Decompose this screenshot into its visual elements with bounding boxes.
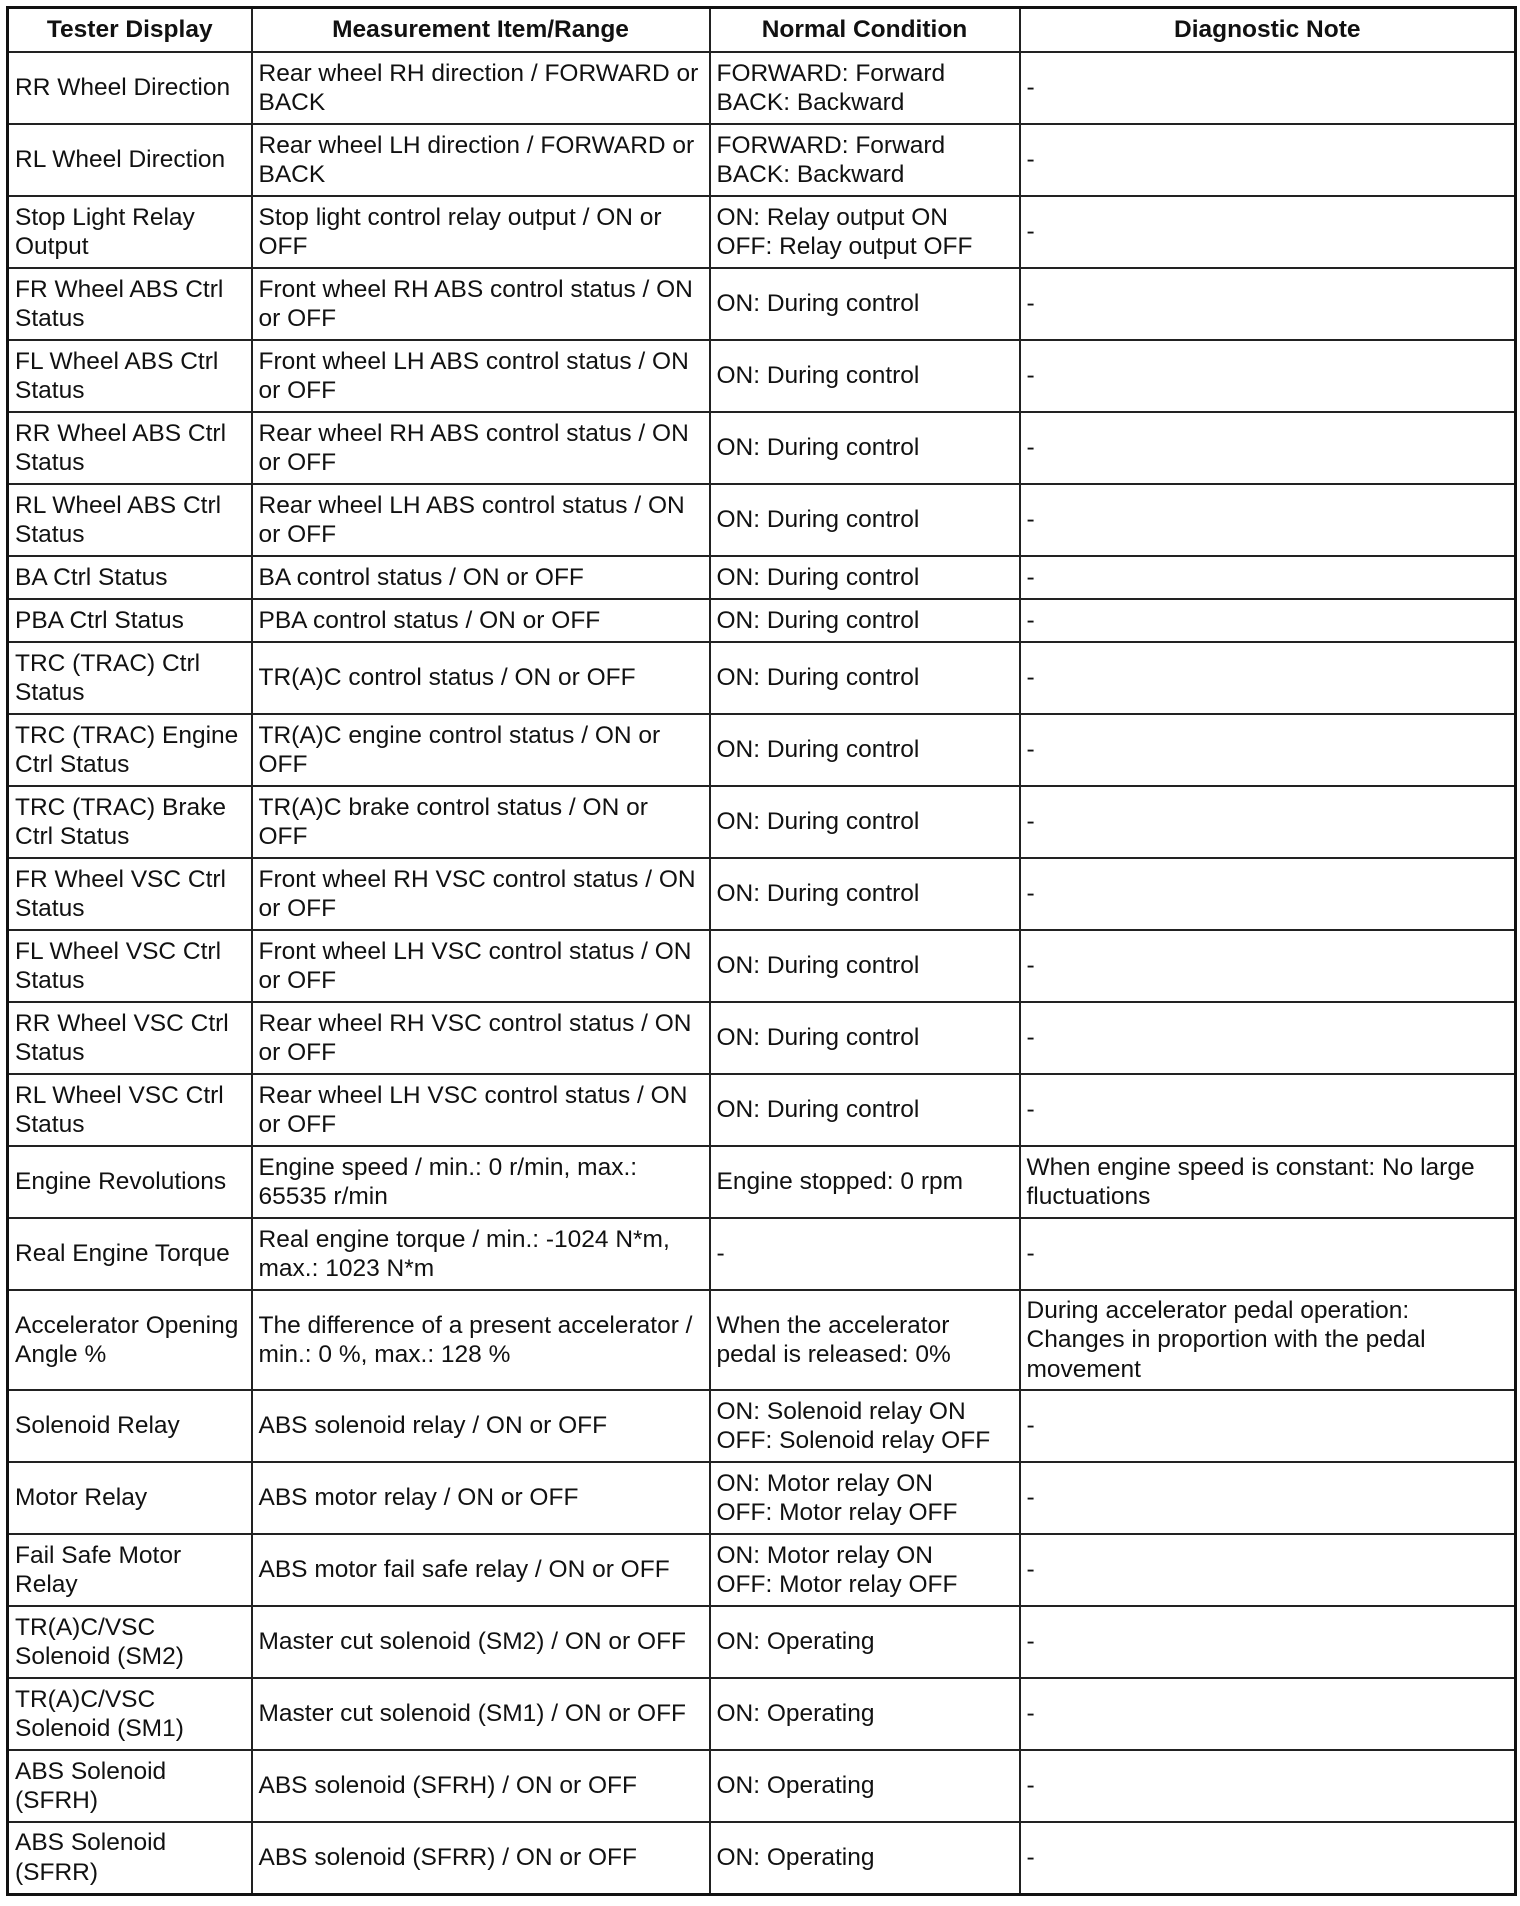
- header-normal-condition: Normal Condition: [710, 8, 1020, 53]
- cell-diagnostic-note: -: [1020, 1074, 1516, 1146]
- cell-measurement-range: ABS solenoid relay / ON or OFF: [252, 1390, 710, 1462]
- cell-diagnostic-note: -: [1020, 930, 1516, 1002]
- cell-measurement-range: TR(A)C control status / ON or OFF: [252, 642, 710, 714]
- cell-diagnostic-note: -: [1020, 412, 1516, 484]
- cell-diagnostic-note: -: [1020, 52, 1516, 124]
- table-row: [8, 1678, 1516, 1750]
- cell-diagnostic-note: -: [1020, 484, 1516, 556]
- cell-diagnostic-note: -: [1020, 1606, 1516, 1678]
- cell-tester-display: Motor Relay: [8, 1462, 252, 1534]
- cell-tester-display: Accelerator Opening Angle %: [8, 1290, 252, 1390]
- cell-measurement-range: Front wheel RH VSC control status / ON or OFF: [252, 858, 710, 930]
- cell-normal-condition: ON: During control: [710, 1074, 1020, 1146]
- table-row: [8, 858, 1516, 930]
- cell-measurement-range: Rear wheel RH ABS control status / ON or OFF: [252, 412, 710, 484]
- cell-normal-condition: ON: During control: [710, 484, 1020, 556]
- cell-tester-display: RL Wheel VSC Ctrl Status: [8, 1074, 252, 1146]
- cell-tester-display: RR Wheel VSC Ctrl Status: [8, 1002, 252, 1074]
- cell-normal-condition: ON: Motor relay ON OFF: Motor relay OFF: [710, 1534, 1020, 1606]
- document-page: [6, 6, 1514, 1896]
- cell-tester-display: ABS Solenoid (SFRH): [8, 1750, 252, 1822]
- cell-measurement-range: Front wheel LH ABS control status / ON or OFF: [252, 340, 710, 412]
- table-row: [8, 484, 1516, 556]
- cell-normal-condition: ON: During control: [710, 858, 1020, 930]
- cell-measurement-range: Rear wheel RH direction / FORWARD or BACK: [252, 52, 710, 124]
- cell-measurement-range: Front wheel RH ABS control status / ON or OFF: [252, 268, 710, 340]
- cell-measurement-range: Engine speed / min.: 0 r/min, max.: 65535 r/min: [252, 1146, 710, 1218]
- cell-tester-display: Engine Revolutions: [8, 1146, 252, 1218]
- cell-diagnostic-note: -: [1020, 858, 1516, 930]
- cell-diagnostic-note: -: [1020, 714, 1516, 786]
- cell-tester-display: TR(A)C/VSC Solenoid (SM1): [8, 1678, 252, 1750]
- cell-normal-condition: ON: Relay output ON OFF: Relay output OFF: [710, 196, 1020, 268]
- table-row: [8, 1606, 1516, 1678]
- table-row: [8, 268, 1516, 340]
- cell-diagnostic-note: -: [1020, 1002, 1516, 1074]
- cell-tester-display: PBA Ctrl Status: [8, 599, 252, 642]
- cell-measurement-range: Real engine torque / min.: -1024 N*m, max.: 1023 N*m: [252, 1218, 710, 1290]
- cell-measurement-range: Front wheel LH VSC control status / ON or OFF: [252, 930, 710, 1002]
- table-row: [8, 1218, 1516, 1290]
- cell-normal-condition: ON: Operating: [710, 1750, 1020, 1822]
- cell-normal-condition: ON: During control: [710, 340, 1020, 412]
- cell-measurement-range: ABS solenoid (SFRR) / ON or OFF: [252, 1822, 710, 1894]
- table-row: [8, 340, 1516, 412]
- cell-normal-condition: ON: During control: [710, 1002, 1020, 1074]
- table-row: [8, 1390, 1516, 1462]
- cell-tester-display: Fail Safe Motor Relay: [8, 1534, 252, 1606]
- cell-tester-display: Stop Light Relay Output: [8, 196, 252, 268]
- cell-normal-condition: ON: Operating: [710, 1822, 1020, 1894]
- table-row: [8, 412, 1516, 484]
- cell-tester-display: RR Wheel Direction: [8, 52, 252, 124]
- table-row: [8, 1290, 1516, 1390]
- cell-normal-condition: ON: During control: [710, 268, 1020, 340]
- cell-measurement-range: ABS motor relay / ON or OFF: [252, 1462, 710, 1534]
- table-row: [8, 599, 1516, 642]
- cell-diagnostic-note: When engine speed is constant: No large fluctuations: [1020, 1146, 1516, 1218]
- table-row: [8, 1822, 1516, 1894]
- cell-measurement-range: The difference of a present accelerator / min.: 0 %, max.: 128 %: [252, 1290, 710, 1390]
- cell-tester-display: RR Wheel ABS Ctrl Status: [8, 412, 252, 484]
- table-row: [8, 556, 1516, 599]
- table-row: [8, 1146, 1516, 1218]
- cell-diagnostic-note: -: [1020, 1822, 1516, 1894]
- cell-normal-condition: Engine stopped: 0 rpm: [710, 1146, 1020, 1218]
- cell-measurement-range: Rear wheel LH direction / FORWARD or BACK: [252, 124, 710, 196]
- cell-diagnostic-note: -: [1020, 786, 1516, 858]
- header-tester-display: Tester Display: [8, 8, 252, 53]
- cell-normal-condition: ON: Operating: [710, 1678, 1020, 1750]
- table-header-row: [8, 8, 1516, 53]
- cell-measurement-range: ABS motor fail safe relay / ON or OFF: [252, 1534, 710, 1606]
- cell-normal-condition: ON: During control: [710, 412, 1020, 484]
- cell-tester-display: FL Wheel ABS Ctrl Status: [8, 340, 252, 412]
- cell-measurement-range: PBA control status / ON or OFF: [252, 599, 710, 642]
- cell-diagnostic-note: -: [1020, 556, 1516, 599]
- cell-normal-condition: ON: Operating: [710, 1606, 1020, 1678]
- cell-normal-condition: FORWARD: Forward BACK: Backward: [710, 124, 1020, 196]
- table-row: [8, 786, 1516, 858]
- cell-normal-condition: ON: Motor relay ON OFF: Motor relay OFF: [710, 1462, 1020, 1534]
- cell-diagnostic-note: -: [1020, 642, 1516, 714]
- cell-measurement-range: Master cut solenoid (SM2) / ON or OFF: [252, 1606, 710, 1678]
- table-row: [8, 1002, 1516, 1074]
- cell-diagnostic-note: -: [1020, 1390, 1516, 1462]
- cell-normal-condition: ON: During control: [710, 642, 1020, 714]
- cell-measurement-range: Stop light control relay output / ON or OFF: [252, 196, 710, 268]
- cell-normal-condition: ON: During control: [710, 714, 1020, 786]
- cell-measurement-range: BA control status / ON or OFF: [252, 556, 710, 599]
- cell-normal-condition: ON: During control: [710, 599, 1020, 642]
- table-row: [8, 1534, 1516, 1606]
- cell-tester-display: TRC (TRAC) Engine Ctrl Status: [8, 714, 252, 786]
- cell-tester-display: FR Wheel VSC Ctrl Status: [8, 858, 252, 930]
- cell-diagnostic-note: -: [1020, 196, 1516, 268]
- cell-tester-display: TRC (TRAC) Ctrl Status: [8, 642, 252, 714]
- cell-normal-condition: ON: During control: [710, 786, 1020, 858]
- cell-diagnostic-note: -: [1020, 1534, 1516, 1606]
- cell-diagnostic-note: -: [1020, 124, 1516, 196]
- table-row: [8, 196, 1516, 268]
- cell-measurement-range: TR(A)C brake control status / ON or OFF: [252, 786, 710, 858]
- cell-diagnostic-note: -: [1020, 340, 1516, 412]
- cell-diagnostic-note: -: [1020, 1678, 1516, 1750]
- cell-diagnostic-note: -: [1020, 1218, 1516, 1290]
- cell-normal-condition: ON: Solenoid relay ON OFF: Solenoid relay OFF: [710, 1390, 1020, 1462]
- header-diagnostic-note: Diagnostic Note: [1020, 8, 1516, 53]
- cell-tester-display: FL Wheel VSC Ctrl Status: [8, 930, 252, 1002]
- cell-measurement-range: TR(A)C engine control status / ON or OFF: [252, 714, 710, 786]
- cell-tester-display: ABS Solenoid (SFRR): [8, 1822, 252, 1894]
- cell-tester-display: Real Engine Torque: [8, 1218, 252, 1290]
- cell-diagnostic-note: -: [1020, 599, 1516, 642]
- cell-tester-display: Solenoid Relay: [8, 1390, 252, 1462]
- table-row: [8, 642, 1516, 714]
- header-measurement-item: Measurement Item/Range: [252, 8, 710, 53]
- cell-tester-display: TRC (TRAC) Brake Ctrl Status: [8, 786, 252, 858]
- table-row: [8, 1750, 1516, 1822]
- cell-diagnostic-note: -: [1020, 1462, 1516, 1534]
- cell-measurement-range: Rear wheel LH VSC control status / ON or OFF: [252, 1074, 710, 1146]
- cell-normal-condition: -: [710, 1218, 1020, 1290]
- table-row: [8, 1462, 1516, 1534]
- cell-normal-condition: When the accelerator pedal is released: 0%: [710, 1290, 1020, 1390]
- cell-tester-display: RL Wheel ABS Ctrl Status: [8, 484, 252, 556]
- cell-tester-display: RL Wheel Direction: [8, 124, 252, 196]
- table-body: [8, 52, 1516, 1894]
- table-row: [8, 930, 1516, 1002]
- table-row: [8, 52, 1516, 124]
- table-row: [8, 124, 1516, 196]
- cell-normal-condition: ON: During control: [710, 930, 1020, 1002]
- table-row: [8, 714, 1516, 786]
- diagnostic-data-table: [6, 6, 1517, 1896]
- cell-tester-display: FR Wheel ABS Ctrl Status: [8, 268, 252, 340]
- cell-normal-condition: ON: During control: [710, 556, 1020, 599]
- table-row: [8, 1074, 1516, 1146]
- cell-measurement-range: Master cut solenoid (SM1) / ON or OFF: [252, 1678, 710, 1750]
- cell-measurement-range: ABS solenoid (SFRH) / ON or OFF: [252, 1750, 710, 1822]
- cell-measurement-range: Rear wheel LH ABS control status / ON or OFF: [252, 484, 710, 556]
- cell-tester-display: TR(A)C/VSC Solenoid (SM2): [8, 1606, 252, 1678]
- cell-diagnostic-note: -: [1020, 268, 1516, 340]
- cell-diagnostic-note: During accelerator pedal operation: Changes in proportion with the pedal movement: [1020, 1290, 1516, 1390]
- cell-normal-condition: FORWARD: Forward BACK: Backward: [710, 52, 1020, 124]
- cell-tester-display: BA Ctrl Status: [8, 556, 252, 599]
- cell-measurement-range: Rear wheel RH VSC control status / ON or OFF: [252, 1002, 710, 1074]
- cell-diagnostic-note: -: [1020, 1750, 1516, 1822]
